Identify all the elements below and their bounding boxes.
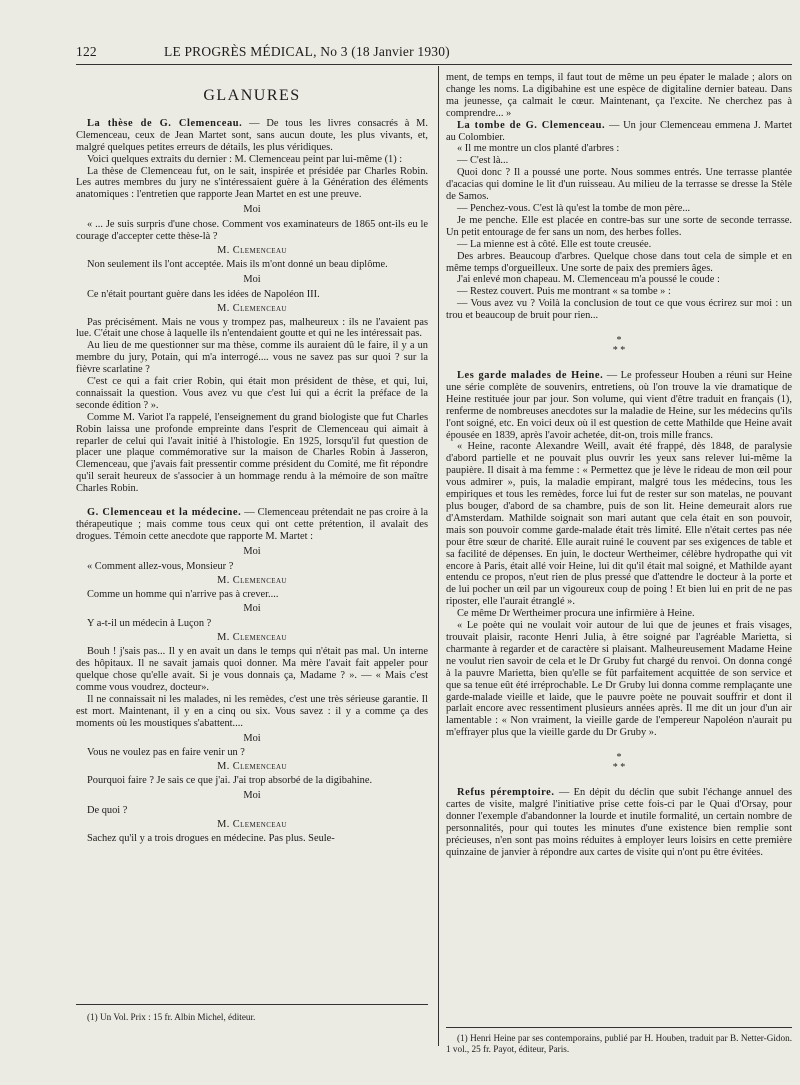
speaker-moi: Moi xyxy=(243,204,261,216)
lead-text: — Clemenceau prétendait ne pas croire à la thérapeutique ; mais comme tous ceux qui ont cette prétention, il avalait des drogues. Témoin cette anecdote que rapporte M. Martet : xyxy=(76,507,428,542)
lead-text: — Un jour Clemenceau emmena J. Martet au Colombier. xyxy=(446,119,792,143)
speaker-clemenceau: M. Clemenceau xyxy=(217,574,287,586)
asterism-separator xyxy=(446,336,792,356)
paragraph: J'ai enlevé mon chapeau. M. Clemenceau m'a poussé le coude : xyxy=(457,274,720,286)
speaker-moi: Moi xyxy=(243,603,261,615)
article-section xyxy=(446,120,792,322)
article-heading: G. Clemenceau et la médecine. xyxy=(87,507,242,519)
speaker-moi: Moi xyxy=(243,545,261,557)
header-rule xyxy=(76,64,792,65)
paragraph: Des arbres. Beaucoup d'arbres. Quelque chose dans tout cela de simple et en même temps d'orgueilleux. Une sorte de paix des premiers âges. xyxy=(446,250,792,274)
paragraph: Pourquoi faire ? Je sais ce que j'ai. J'ai trop absorbé de la digibahine. xyxy=(87,775,373,787)
article-lead xyxy=(446,787,792,858)
right-footnote-rule xyxy=(446,1027,792,1028)
paragraph: Au lieu de me questionner sur ma thèse, comme ils auraient dû le faire, il y a un membre du jury, Potain, qui m'a interrogé.... vous ne savez pas sur quoi ? sur la fièvre scarlatine ? xyxy=(76,340,428,376)
paragraph: — Penchez-vous. C'est là qu'est la tombe de mon père... xyxy=(457,202,691,214)
paragraph: « Heine, raconte Alexandre Weill, avait été frappé, dès 1848, de paralysie d'abord partielle et ne pouvait plus ouvrir les yeux sans relever lui-même la paupière. Il disait à ma femme : « Permettez que je lève le rideau de mon œil pour vous admirer », puis, la maladie empirant, malgré tous les médecins, tous les empiriques et tous les remèdes, force lui fut de rester sur son matelas, ne pouvant plus bouger, d'abord de sa chambre, puis de son lit. Heine demeurait alors rue d'Amsterdam. Mathilde soignait son mari autant que cela était en son pouvoir, mais son pouvoir comme garde-malade était très limité. Elle n'était certes pas née pour être sœur de charité. Elle aurait ruiné le couvent par ses exigences de table et sa facilité de dépenses. En juin, le docteur Wertheimer, célèbre hydropathe qui vit encore à Paris, était allé voir Heine, lui dit qu'il était mal soigné, et Mathilde ayant entendu ce propos, n'eut rien de plus pressé que d'attendre le docteur à la porte et de lui pocher un œil par un vigoureux coup de poing ! Et bien lui en prit de ne pas riposter, elle l'aurait étranglé ». xyxy=(446,441,792,608)
paragraph: Y a-t-il un médecin à Luçon ? xyxy=(87,618,212,630)
article-section xyxy=(76,507,428,845)
article-heading: La thèse de G. Clemenceau. xyxy=(87,117,243,129)
column-divider xyxy=(438,66,439,1046)
article-lead xyxy=(446,370,792,441)
paragraph: — Restez couvert. Puis me montrant « sa tombe » : xyxy=(457,286,671,298)
paragraph: Non seulement ils l'ont acceptée. Mais ils m'ont donné un beau diplôme. xyxy=(87,258,388,270)
article-heading: Les garde malades de Heine. xyxy=(457,370,604,382)
article-heading: La tombe de G. Clemenceau. xyxy=(457,119,606,131)
left-footnote-rule xyxy=(76,1004,428,1005)
speaker-clemenceau: M. Clemenceau xyxy=(217,632,287,644)
right-column xyxy=(446,72,792,859)
asterism-line: * xyxy=(616,335,622,347)
paragraph: « Comment allez-vous, Monsieur ? xyxy=(87,560,234,572)
speaker-moi: Moi xyxy=(243,273,261,285)
speaker-clemenceau: M. Clemenceau xyxy=(217,302,287,314)
paragraph: Ce même Dr Wertheimer procura une infirmière à Heine. xyxy=(457,608,695,620)
paragraph: Ce n'était pourtant guère dans les idées de Napoléon III. xyxy=(87,288,320,300)
paragraph: Voici quelques extraits du dernier : M. Clemenceau peint par lui-même (1) : xyxy=(87,153,403,165)
section-title: GLANURES xyxy=(203,87,301,104)
footnote-text: (1) Un Vol. Prix : 15 fr. Albin Michel, éditeur. xyxy=(87,1012,256,1022)
lead-text: — En dépit du déclin que subit l'échange annuel des cartes de visite, malgré l'initiative prise cette fois-ci par le Quai d'Orsay, pour donner l'exemple d'abandonner la lourde et inutile formalité, un certain nombre de personnalités, pour qui toutes les minutes d'une existence bien remplie sont précieuses, n'en sont pas moins réduites à employer leurs loisirs en cette première quinzaine de janvier à répondre aux cartes de visite qui n'ont pu être évitées. xyxy=(446,787,792,858)
continuation-text: ment, de temps en temps, il faut tout de même un peu épater le malade ; alors on change les noms. La digibahine est une espèce de digitaline dernier bateau. Dans ma jeunesse, ça calmait le cœur. Maintenant, ça l'excite. Ne cherchez pas à comprendre... » xyxy=(446,72,792,119)
left-column xyxy=(76,72,428,845)
paragraph: Sachez qu'il y a trois drogues en médecine. Pas plus. Seule- xyxy=(87,832,335,844)
asterism-separator xyxy=(446,753,792,773)
article-heading: Refus péremptoire. xyxy=(457,787,555,799)
lead-text: — Le professeur Houben a réuni sur Heine une série complète de souvenirs, entretiens, où l'on trouve la vie dramatique de Heine restituée jour par jour. Son volume, qui vient d'être traduit en français (1), renferme de nombreuses anecdotes sur la maladie de Heine, sur les médecins qu'ils l'ont soigné, etc. En voici deux où il est question de cette Mathilde que Heine avait épousée en 1839, après l'avoir achetée, dit-on, trois mille francs. xyxy=(446,370,792,441)
paragraph: Pas précisément. Mais ne vous y trompez pas, malheureux : ils ne l'avaient pas lue. C'était une chose à laquelle ils n'entendaient goutte et qui ne les intéressait pas. xyxy=(76,316,428,340)
paragraph: Il ne connaissait ni les malades, ni les remèdes, c'est une très sérieuse garantie. Il est mort. Maintenant, il y en a cinq ou six. Vous savez : il y a comme ça des moments où les moustiques s'abattent.... xyxy=(76,693,428,729)
footnote-text: (1) Henri Heine par ses contemporains, publié par H. Houben, traduit par B. Netter-Gidon. 1 vol., 25 fr. Payot, éditeur, Paris. xyxy=(446,1033,792,1054)
paragraph: Comme un homme qui n'arrive pas à crever.... xyxy=(87,588,279,600)
asterism-line: * * xyxy=(612,345,626,357)
paragraph: Bouh ! j'sais pas... Il y en avait un dans le temps qui n'était pas mal. Un interne des hôpitaux. Il ne savait jamais quoi donner. Ma mère l'avait fait appeler pour quelque chose qu'elle avait. Si je vous donnais ça, Madame ? ». — « Mais c'est comme vous voudrez, docteur». xyxy=(76,646,428,693)
article-lead xyxy=(76,507,428,543)
article-lead xyxy=(446,120,792,144)
paragraph: — C'est là... xyxy=(457,155,509,167)
article-section xyxy=(446,370,792,739)
article-section xyxy=(446,787,792,858)
paragraph: « Le poète qui ne voulait voir autour de lui que de jeunes et frais visages, trouvait plaisir, raconte Henri Julia, à être soigné par l'agréable Marietta, si charmante à regarder et de caractère si plaisant. Malheureusement Madame Heine ne voulut rien savoir de cela et le Dr Gruby fut chargé du renvoi. On donna congé à la pauvre Marietta, bien qu'elle se fût parfaitement acquittée de son service et que sa tenue eût été irréprochable. Le Dr Gruby lui donna comme remplaçante une garde-malade vieille et laide, que le pauvre poète ne pouvait souffrir et dont il parlait encore avec ressentiment plusieurs années après. Il me dit un jour d'un air lamentable : « Non vraiment, la vieille garde de l'empereur Napoléon n'aurait pu m'effrayer plus que la vieille garde du Dr Gruby ». xyxy=(446,620,792,739)
speaker-moi: Moi xyxy=(243,732,261,744)
asterism-line: * xyxy=(616,752,622,764)
left-footnote xyxy=(76,1012,428,1023)
paragraph: De quoi ? xyxy=(87,805,128,817)
paragraph: « ... Je suis surpris d'une chose. Comment vos examinateurs de 1865 ont-ils eu le courage d'accepter cette thèse-là ? xyxy=(76,219,428,243)
speaker-clemenceau: M. Clemenceau xyxy=(217,761,287,773)
page-number: 122 xyxy=(76,44,97,59)
article-lead xyxy=(76,118,428,154)
speaker-moi: Moi xyxy=(243,790,261,802)
speaker-clemenceau: M. Clemenceau xyxy=(217,818,287,830)
paragraph: C'est ce qui a fait crier Robin, qui était mon président de thèse, et qui, lui, connaissait la question. Vous avez vu que c'est lui qui a écrit la préface de la seconde édition ? ». xyxy=(76,376,428,411)
paragraph: — La mienne est à côté. Elle est toute creusée. xyxy=(457,238,652,250)
article-section xyxy=(76,118,428,495)
speaker-clemenceau: M. Clemenceau xyxy=(217,244,287,256)
right-footnote xyxy=(446,1033,792,1055)
paragraph: — Vous avez vu ? Voilà la conclusion de tout ce que vous écrirez sur moi : un trou et beaucoup de bruit pour rien... xyxy=(446,298,792,322)
paragraph: La thèse de Clemenceau fut, on le sait, inspirée et présidée par Charles Robin. Les autres membres du jury ne s'intéressaient guère à la Génération des éléments anatomiques : l'entretien que rapporte Jean Martet en est une preuve. xyxy=(76,165,428,201)
lead-text: — De tous les livres consacrés à M. Clemenceau, ceux de Jean Martet sont, sans aucun doute, les plus vivants, et, malgré quelques petites erreurs de détails, les plus véridiques. xyxy=(76,117,428,153)
page-header xyxy=(76,44,792,62)
paragraph: Comme M. Variot l'a rappelé, l'enseignement du grand biologiste que fut Charles Robin laissa une profonde empreinte dans l'esprit de Clemenceau qui aimait à reparler de celui qui l'avait initié à l'histologie. En 1925, lorsqu'il fut question de placer une plaque commémorative sur la maison de Charles Robin à Jasseron, Clemenceau, que j'avais fait pressentir comme président du Comité, me fit répondre qu'il serait heureux de s'associer à un hommage rendu à la mémoire de son maître Charles Robin. xyxy=(76,411,428,495)
paragraph: Quoi donc ? Il a poussé une porte. Nous sommes entrés. Une terrasse plantée d'acacias qui domine le lit d'un ruisseau. Au milieu de la terrasse se dresse la Stèle de Samos. xyxy=(446,167,792,203)
running-title: LE PROGRÈS MÉDICAL, No 3 (18 Janvier 1930) xyxy=(164,44,450,59)
paragraph: Vous ne voulez pas en faire venir un ? xyxy=(87,747,245,759)
asterism-line: * * xyxy=(612,762,626,774)
paragraph: Je me penche. Elle est placée en contre-bas sur une sorte de seconde terrasse. Un petit entourage de fer sans un nom, des herbes folles. xyxy=(446,214,792,238)
paragraph: « Il me montre un clos planté d'arbres : xyxy=(457,143,620,155)
